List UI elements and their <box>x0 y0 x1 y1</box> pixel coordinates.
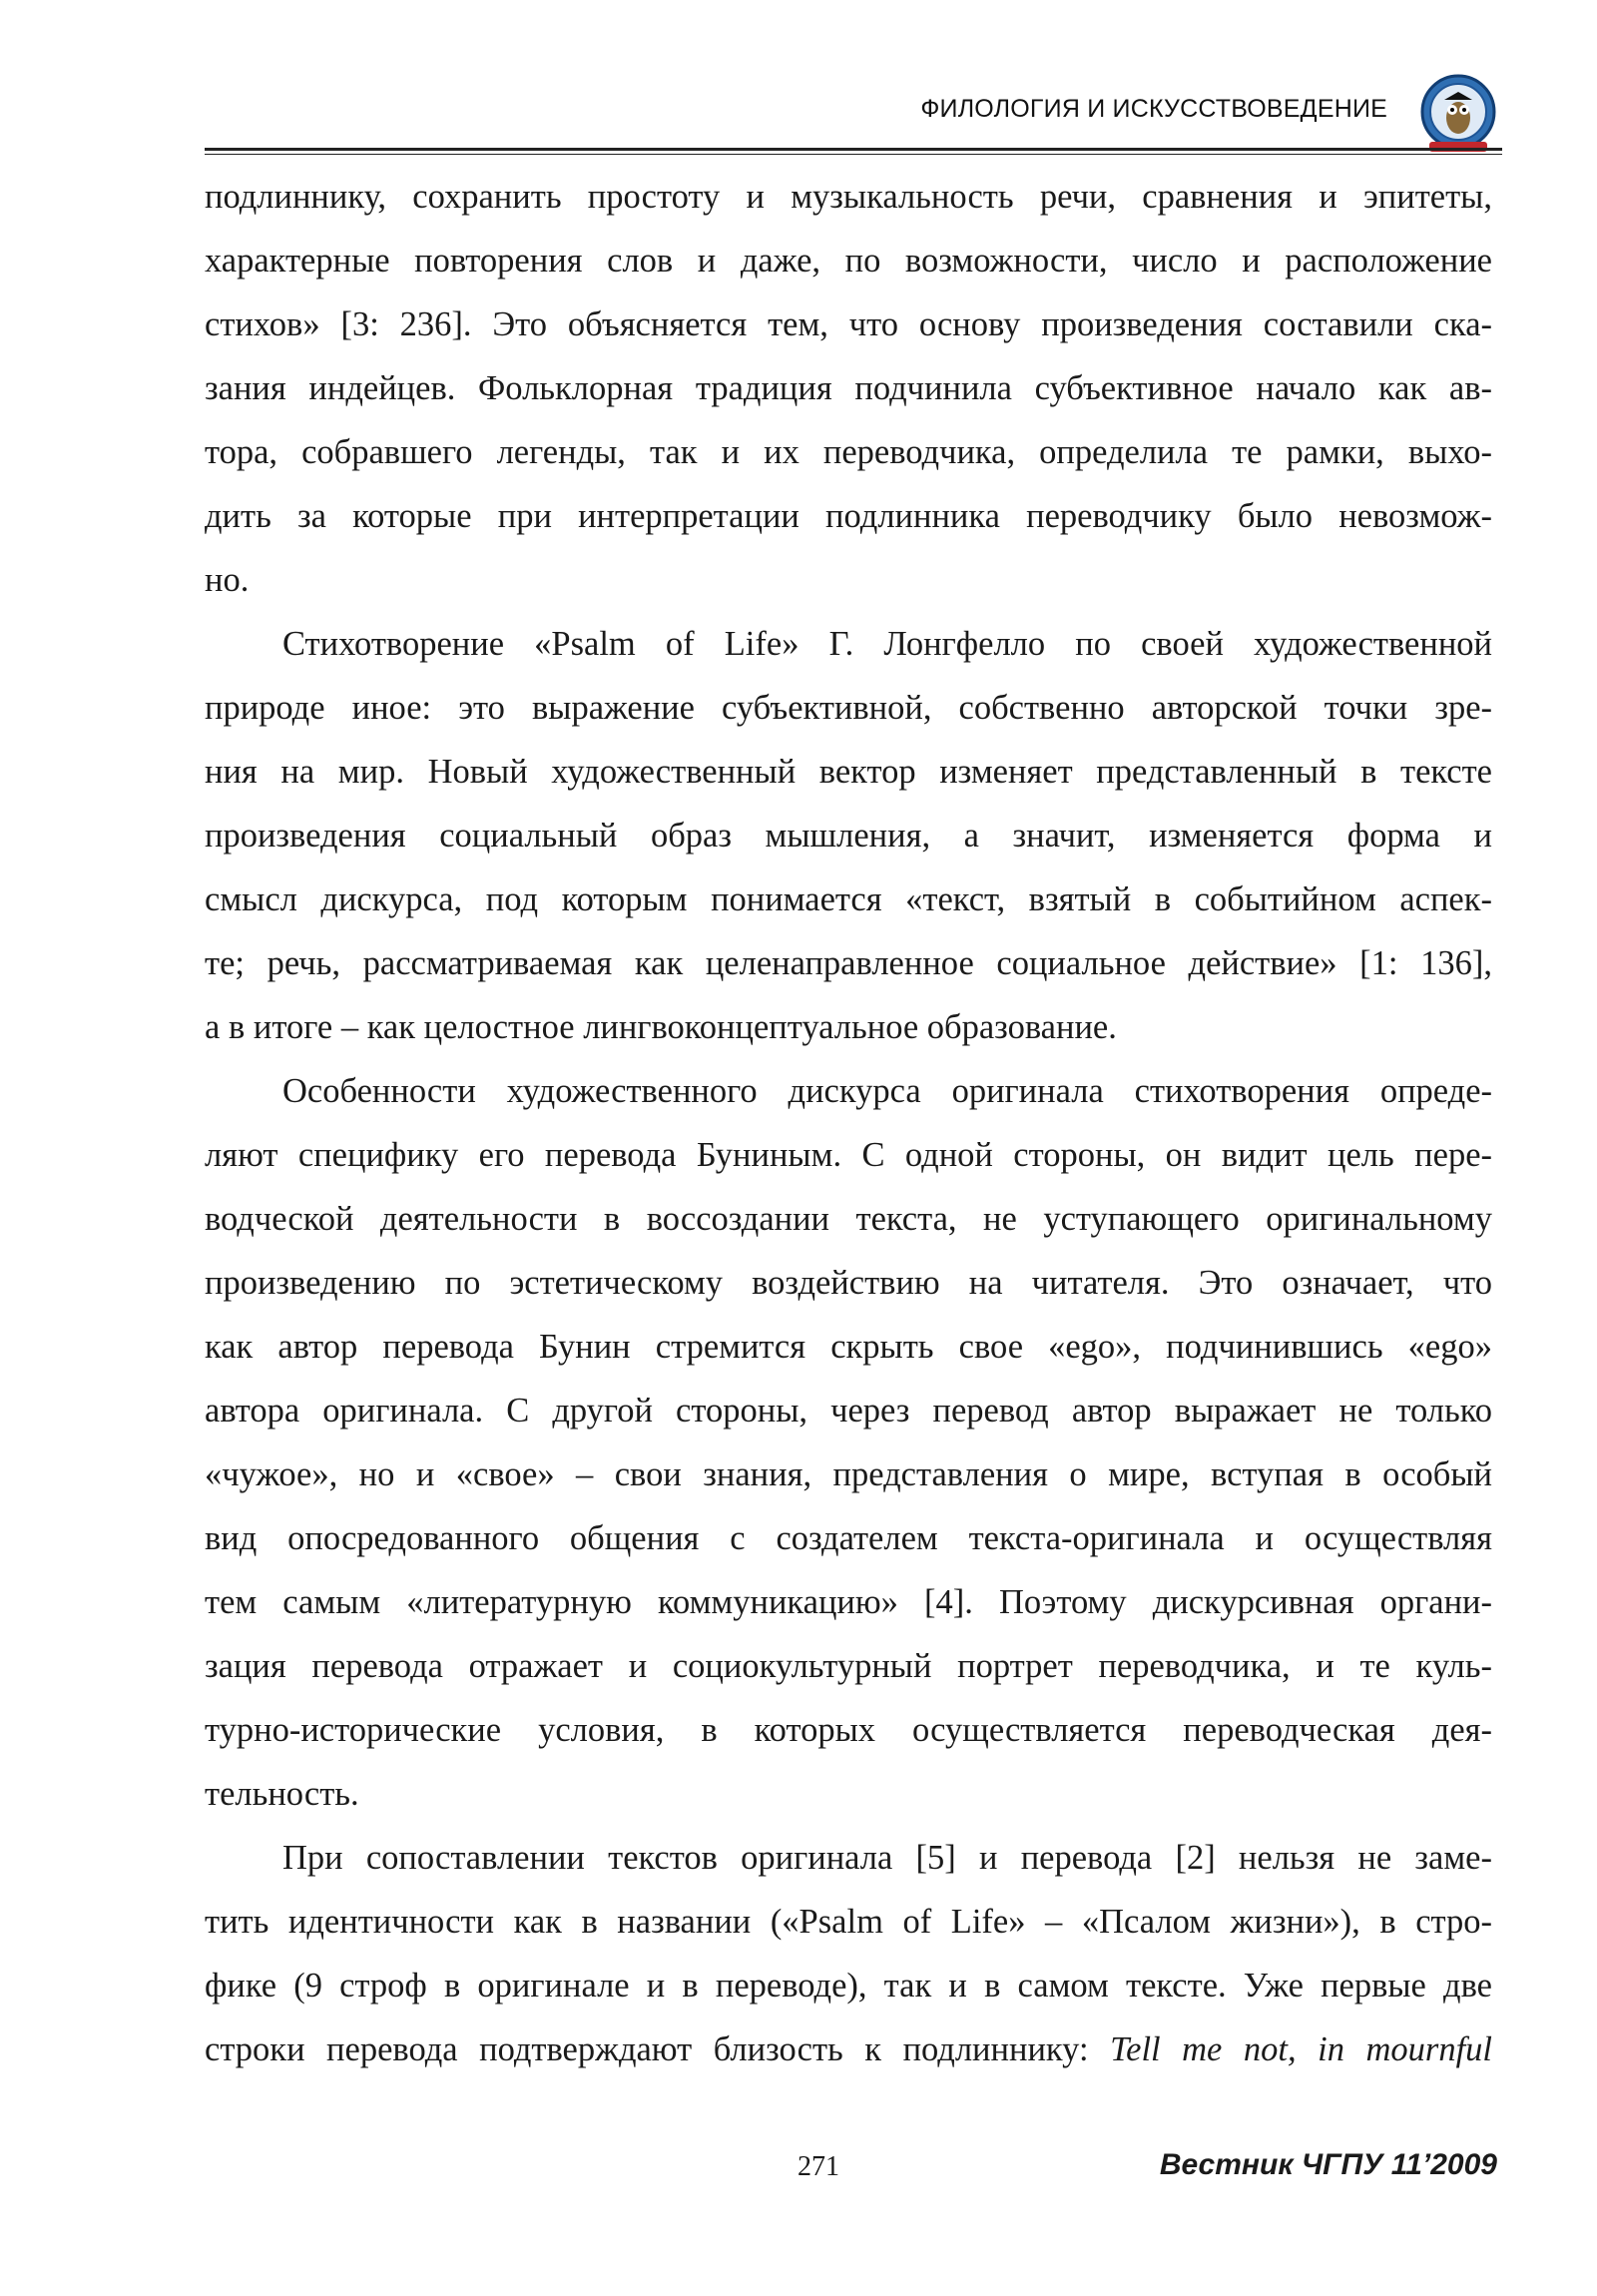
text-line: подлиннику, сохранить простоту и музыкальность речи, сравнения и эпитеты, <box>205 178 1492 216</box>
text-line: тем самым «литературную коммуникацию» [4]. Поэтому дискурсивная органи- <box>205 1583 1492 1621</box>
text-fragment: строки перевода подтверждают близость к подлиннику: <box>205 2030 1111 2068</box>
paragraph-3 <box>205 1059 1492 1826</box>
text-line: вид опосредованного общения с создателем текста-оригинала и осуществляя <box>205 1519 1492 1557</box>
text-line: ния на мир. Новый художественный вектор изменяет представленный в тексте <box>205 753 1492 791</box>
text-line: тельность. <box>205 1775 359 1813</box>
text-line: «чужое», но и «свое» – свои знания, представления о мире, вступая в особый <box>205 1455 1492 1493</box>
text-line: Стихотворение «Psalm of Life» Г. Лонгфелло по своей художественной <box>282 625 1492 663</box>
journal-name: Вестник ЧГПУ 11’2009 <box>1159 2148 1497 2181</box>
paragraph-2 <box>205 612 1492 1059</box>
text-line: При сопоставлении текстов оригинала [5] и перевода [2] нельзя не заме- <box>282 1839 1492 1877</box>
text-line: дить за которые при интерпретации подлинника переводчику было невозмож- <box>205 497 1492 535</box>
text-line: зация перевода отражает и социокультурный портрет переводчика, и те куль- <box>205 1647 1492 1685</box>
text-line: тора, собравшего легенды, так и их переводчика, определила те рамки, выхо- <box>205 433 1492 471</box>
text-line: как автор перевода Бунин стремится скрыть свое «ego», подчинившись «ego» <box>205 1328 1492 1366</box>
text-line: природе иное: это выражение субъективной, собственно авторской точки зре- <box>205 689 1492 727</box>
text-line: стихов» [3: 236]. Это объясняется тем, что основу произведения составили ска- <box>205 305 1492 343</box>
text-line <box>205 2017 1492 2081</box>
text-line: характерные повторения слов и даже, по возможности, число и расположение <box>205 242 1492 280</box>
text-line: ляют специфику его перевода Буниным. С одной стороны, он видит цель пере- <box>205 1136 1492 1174</box>
paragraph-1 <box>205 165 1492 612</box>
paragraph-4 <box>205 1826 1492 2081</box>
text-line: те; речь, рассматриваемая как целенаправленное социальное действие» [1: 136], <box>205 944 1492 982</box>
text-line: но. <box>205 561 250 599</box>
text-line: зания индейцев. Фольклорная традиция подчинила субъективное начало как ав- <box>205 369 1492 407</box>
text-line: смысл дискурса, под которым понимается «текст, взятый в событийном аспек- <box>205 880 1492 918</box>
text-line: автора оригинала. С другой стороны, через перевод автор выражает не только <box>205 1392 1492 1430</box>
page-number: 271 <box>798 2151 839 2182</box>
owl-emblem-icon <box>1415 72 1501 158</box>
text-line: водческой деятельности в воссоздании текста, не уступающего оригинальному <box>205 1200 1492 1238</box>
header-rule-thick <box>205 148 1502 151</box>
text-line: произведению по эстетическому воздействию на читателя. Это означает, что <box>205 1264 1492 1302</box>
text-line: Особенности художественного дискурса оригинала стихотворения опреде- <box>282 1072 1492 1110</box>
text-line: произведения социальный образ мышления, а значит, изменяется форма и <box>205 817 1492 855</box>
text-line: тить идентичности как в названии («Psalm of Life» – «Псалом жизни»), в стро- <box>205 1903 1492 1941</box>
article-body <box>205 165 1492 2081</box>
text-line: фике (9 строф в оригинале и в переводе), так и в самом тексте. Уже первые две <box>205 1967 1492 2005</box>
text-line: а в итоге – как целостное лингвоконцептуальное образование. <box>205 1008 1117 1046</box>
italic-quote: Tell me not, in mournful <box>1110 2030 1493 2068</box>
running-header-title: ФИЛОЛОГИЯ И ИСКУССТВОВЕДЕНИЕ <box>920 95 1387 123</box>
header-rule-thin <box>205 154 1502 155</box>
text-line: турно-исторические условия, в которых осуществляется переводческая дея- <box>205 1711 1492 1749</box>
